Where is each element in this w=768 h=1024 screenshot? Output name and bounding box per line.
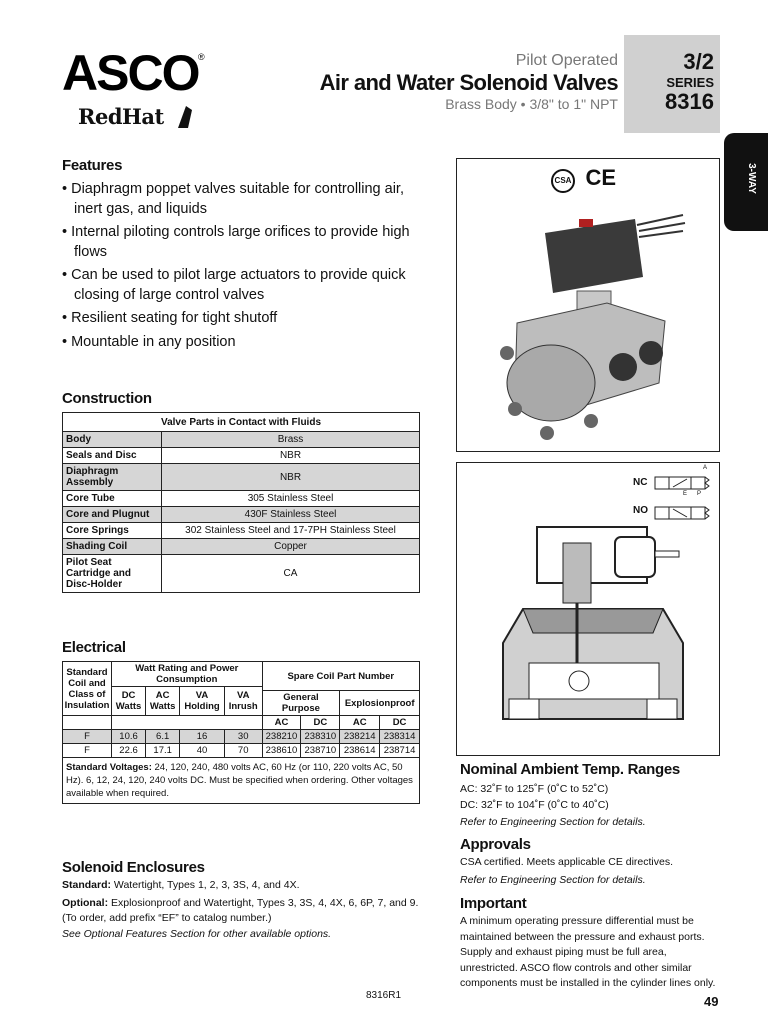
cell: 6.1 [146,730,180,744]
part-material: Copper [162,539,420,555]
cell: 238214 [340,730,380,744]
part-name: Pilot Seat Cartridge and Disc-Holder [63,555,162,593]
valve-ratio: 3/2 [683,49,714,74]
enclosures-note: See Optional Features Section for other available options. [62,927,332,940]
features-list [62,180,422,356]
cell: 238714 [380,744,420,758]
ambient-body [460,782,722,831]
part-material: NBR [162,448,420,464]
dc-watts-header: DC Watts [112,687,146,716]
optional-text: Explosionproof and Watertight, Types 3, 3S, 4, 4X, 6, 6P, 7, and 9. (To order, add prefix “EF” to catalog number.) [62,896,419,924]
part-material: CA [162,555,420,593]
feature-item: • Mountable in any position [62,333,236,350]
page-subtitle: Brass Body • 3/8" to 1" NPT [445,96,618,112]
page-number: 49 [704,994,719,1009]
asco-logo-text: ASCO [62,50,199,98]
valve-photo-icon [487,203,697,443]
table-row [63,523,420,539]
table-row [63,539,420,555]
table-row [63,744,420,758]
cell: 17.1 [146,744,180,758]
construction-heading: Construction [62,390,152,407]
explosionproof-header: Explosionproof [340,691,420,716]
std-coil-header: Standard Coil and Class of Insulation [63,662,112,716]
csa-mark-icon: CSA [551,169,575,193]
redhat-logo: RedHat [78,104,164,129]
enclosures-standard [62,878,422,894]
general-purpose-header: General Purpose [262,691,340,716]
voltages-text: 24, 120, 240, 480 volts AC, 60 Hz (or 110, 220 volts AC, 50 Hz). 6, 12, 24, 120, 240 volts DC. Must be specified when ordering. Other voltages available when required. [66,762,413,799]
optional-label: Optional: [62,896,109,909]
port-a-label: A [703,465,708,471]
important-heading: Important [460,895,527,912]
cell: 238310 [301,730,340,744]
electrical-table [62,661,420,804]
series-label: SERIES [666,75,714,90]
port-p-label: P [697,491,702,497]
approvals-heading: Approvals [460,836,531,853]
feature-item: • Resilient seating for tight shutoff [62,310,278,326]
catalog-code: 8316R1 [366,990,402,1001]
cell: 30 [224,730,262,744]
table-row [63,432,420,448]
part-name: Core Tube [63,491,162,507]
table-row [63,507,420,523]
part-material: 305 Stainless Steel [162,491,420,507]
series-number: 8316 [665,89,714,114]
ce-mark-icon: CE [585,165,617,190]
part-material: 302 Stainless Steel and 17-7PH Stainless Steel [162,523,420,539]
cell: 10.6 [112,730,146,744]
nc-label: NC [633,477,648,488]
hat-icon [176,100,196,135]
standard-voltages-note [63,758,420,804]
ac-header: AC [262,716,301,730]
important-text: A minimum operating pressure differential must be maintained between the pressure and exhaust ports. Supply and exhaust piping must be full area, unrestricted. ASCO flow controls and other similar components must be installed in the cylinder lines only. [460,915,716,989]
ac-header: AC [340,716,380,730]
cutaway-section-icon [493,523,693,743]
ambient-ac: AC: 32˚F to 125˚F (0˚C to 52˚C) [460,783,609,795]
table-row [63,730,420,744]
part-material: Brass [162,432,420,448]
va-inrush-header: VA Inrush [224,687,262,716]
part-material: NBR [162,464,420,491]
cell: 238210 [262,730,301,744]
part-name: Diaphragm Assembly [63,464,162,491]
cell: 238710 [301,744,340,758]
table-row [63,491,420,507]
no-label: NO [633,505,648,516]
table-row [63,448,420,464]
series-box [624,35,720,133]
cell: F [63,730,112,744]
part-name: Core Springs [63,523,162,539]
part-name: Seals and Disc [63,448,162,464]
section-tab-label: 3-WAY [745,163,757,194]
part-name: Core and Plugnut [63,507,162,523]
construction-table-header: Valve Parts in Contact with Fluids [63,413,420,432]
cell: F [63,744,112,758]
part-name: Body [63,432,162,448]
standard-text: Watertight, Types 1, 2, 3, 3S, 4, and 4X. [111,879,300,891]
cell: 238610 [262,744,301,758]
cell: 22.6 [112,744,146,758]
col-empty [112,716,263,730]
feature-item: • Diaphragm poppet valves suitable for controlling air, inert gas, and liquids [62,181,404,217]
cutaway-diagram [456,462,720,756]
registered-mark: ® [198,52,205,62]
features-heading: Features [62,157,123,174]
product-photo [456,158,720,452]
table-row [63,555,420,593]
ac-watts-header: AC Watts [146,687,180,716]
part-material: 430F Stainless Steel [162,507,420,523]
feature-item: • Can be used to pilot large actuators to provide quick closing of large control valves [62,267,406,303]
spare-coil-header: Spare Coil Part Number [262,662,419,691]
certification-marks [551,165,616,193]
dc-header: DC [380,716,420,730]
col-empty [63,716,112,730]
ambient-heading: Nominal Ambient Temp. Ranges [460,761,680,778]
cell: 16 [180,730,225,744]
construction-table [62,412,420,593]
valve-symbol-icon [653,471,715,531]
ambient-note: Refer to Engineering Section for details. [460,816,646,828]
ambient-dc: DC: 32˚F to 104˚F (0˚C to 40˚C) [460,798,609,811]
enclosures-heading: Solenoid Enclosures [62,859,205,876]
cell: 70 [224,744,262,758]
standard-label: Standard: [62,879,112,891]
table-row [63,464,420,491]
dc-header: DC [301,716,340,730]
approvals-note: Refer to Engineering Section for details. [460,873,646,886]
pilot-operated-label: Pilot Operated [515,52,618,69]
watt-rating-header: Watt Rating and Power Consumption [112,662,263,687]
enclosures-optional [62,896,422,927]
va-holding-header: VA Holding [180,687,225,716]
cell: 238614 [340,744,380,758]
part-name: Shading Coil [63,539,162,555]
cell: 40 [180,744,225,758]
voltages-label: Standard Voltages: [66,762,152,773]
enclosures-body [62,878,422,942]
asco-logo [62,50,208,98]
cell: 238314 [380,730,420,744]
feature-item: • Internal piloting controls large orifices to provide high flows [62,224,410,260]
section-tab [724,133,768,231]
port-e-label: E [683,491,688,497]
approvals-body [460,855,722,888]
page-title: Air and Water Solenoid Valves [319,70,618,95]
approvals-text: CSA certified. Meets applicable CE directives. [460,856,674,868]
electrical-heading: Electrical [62,639,126,656]
